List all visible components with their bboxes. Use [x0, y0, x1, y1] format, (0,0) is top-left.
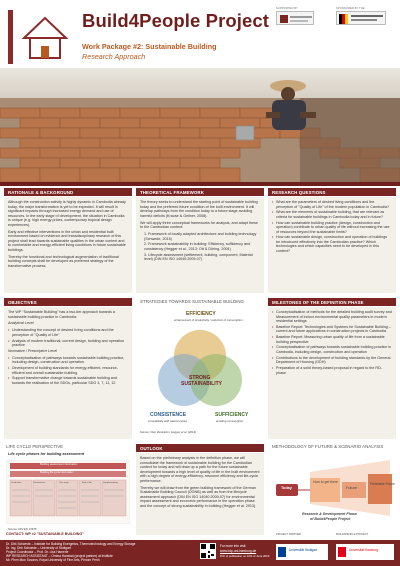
qr-code-icon	[200, 543, 216, 559]
objective-item: • Development of building standards for energy-efficient, resource-efficient and overall sustainable building	[8, 366, 128, 375]
contact-line: WP RESEARCH ASSISTANT – Ornina Hanstad (project partner) at Institute	[6, 554, 113, 558]
outlook-paragraph: Thereby we will draw from the green building framework of the German Sustainable Building Council (DGNB) as well as from the lifecycle assessment approach (DIN EN ISO 14040:2009-07) for environmental impact assessment and economic performance in the operation phase and the concept of strong sustainability in building (Hegger et al. 2013).	[140, 485, 257, 508]
outlook-paragraph: Based on the preliminary analysis in the definition phase, we will consolidate the framework of sustainable building for the Cambodian context for today and will draw up a path for the future sustainable development towards a high level of quality of life in the built environment with a high degree of energy-efficiency, resource efficiency and life-cycle performance.	[140, 456, 260, 483]
methodology-heading: METHODOLOGY OF FUTURE & SCENARIO ANALYSIS	[272, 444, 384, 449]
milestones-body	[268, 307, 396, 439]
objective-item: • Understanding the concept of desired living conditions and the perception of "Quality of Life"	[8, 328, 128, 337]
questions-heading: RESEARCH QUESTIONS	[268, 188, 396, 196]
sufficiency-label: SUFFICIENCY	[215, 412, 249, 418]
objective-item: • Conceptualisation of pathways towards sustainable building practice, including design, construction and operation.	[8, 356, 128, 365]
milestone-item: • Conceptualisation of methods for the detailed building audit survey and Measurement of indoor environmental quality parameters in modern residential settings	[272, 310, 392, 324]
milestone-item: • Baseline Report: Measuring urban quality of life from a sustainable building perspective	[272, 335, 392, 344]
b4p-project-label: BUILD4PEOPLE PROJECT	[336, 533, 369, 536]
more-info-label: For more info visit:	[220, 544, 247, 548]
question-item: • What are the elements of sustainable building, that are relevant as criteria for sustainable buildings in Cambodia today and in future?	[272, 210, 392, 219]
contact-line: Dr. Ing. Dirk Schwede – University of Stuttgart	[6, 546, 71, 550]
analytical-level-label: Analytical Level	[8, 321, 34, 326]
normative-level-label: Normative / Prescriptive Level	[8, 348, 57, 353]
sponsored-by-label: SPONSORED BY THE	[336, 6, 365, 10]
question-item: • What are the parameters of desired living conditions and the perception of "Quality of Life" of the modern population in Cambodia?	[272, 200, 392, 209]
project-partner-label: PROJECT PARTNER	[276, 533, 301, 536]
objective-item: • Analysis of modern traditional, current design, building and operation practice	[8, 339, 128, 348]
objectives-intro: The WP "Sustainable Building" has a two-tier approach towards a sustainable building practice in Cambodia:	[8, 310, 115, 319]
poster-title: Build4People Project	[82, 10, 270, 31]
uni-hamburg-logo	[336, 544, 394, 560]
strategies-heading: STRATEGIES TOWARDS SUSTAINABLE BUILDING	[140, 299, 244, 304]
supporter-logo-icon	[276, 11, 314, 25]
lifecycle-figure-title: Life cycle phases for building assessment	[8, 452, 85, 456]
framework-item: 1. Framework of locally adapted architecture and building technology (Schwede, 2015)	[144, 232, 257, 241]
uni-stuttgart-name: Universität Stuttgart	[289, 548, 317, 552]
scenario-preferable: Preferable Future	[370, 482, 395, 486]
questions-body	[268, 197, 396, 293]
sustainability-label: SUSTAINABILITY	[181, 381, 223, 387]
milestone-item: • Preparation of a solid theory-based proposal in regard to the RD-phase	[272, 366, 392, 375]
objectives-heading: OBJECTIVES	[4, 298, 132, 306]
uni-hamburg-name: Universität Hamburg	[349, 548, 379, 552]
scenario-today: Today	[281, 486, 292, 490]
rationale-body	[4, 197, 132, 293]
uni-stuttgart-logo	[276, 544, 328, 560]
rationale-paragraph: Early and effective interventions in the urban and residential built environment based on evidence and transdisciplinary research of this project shall lead towards sustainable qualities in the urban context and to comfortable and energy-efficient living conditions in future sustainable buildings.	[8, 229, 126, 252]
milestone-item: • Baseline Report: Technologies and Systems for Sustainable Building – current and future applications in construction projects in Cambodia	[272, 325, 392, 334]
hero-photo-bricklayer	[0, 68, 400, 182]
contact-line: Dr. Dirk Schwede – Institute for Building Energetics, Thermotechnology and Energy Storage	[6, 542, 136, 546]
framework-item: 2. Framework sustainability in building: Efficiency, sufficiency and consistency (Hegger et al., 2013; Ott & Döring, 2004)	[144, 242, 251, 251]
lifecycle-stage: Construction	[33, 482, 46, 484]
lifecycle-heading: LIFE CYCLE PERSPECTIVE	[6, 444, 64, 449]
milestone-item: • Contributions to the development of building standards by the General Department of Housing (GDH)	[272, 356, 392, 365]
contact-line: Project Coordinator – Prof. Dr. Lisa Hamerle	[6, 550, 69, 554]
header-divider	[0, 182, 400, 186]
contact-title: CONTACT: WP #2 "SUSTAINABLE BUILDING"	[6, 532, 84, 536]
consistence-label: CONSISTENCE	[150, 412, 187, 418]
rationale-heading: RATIONALE & BACKGROUND	[4, 188, 132, 196]
scenario-caption-2: of Build4People Project	[310, 517, 351, 521]
theoretical-heading: THEORETICAL FRAMEWORK	[136, 188, 264, 196]
poster-subtitle-research-approach: Research Approach	[82, 52, 146, 61]
milestones-heading: MILESTONES OF THE DEFINITION PHASE	[268, 298, 396, 306]
milestone-item: • Conceptualisation of pathways towards sustainable building practice in Cambodia, including design, construction and operation	[272, 345, 392, 354]
efficiency-label: EFFICIENCY	[186, 311, 216, 317]
consistence-sub: compatibility with natural cycles	[148, 419, 188, 423]
supported-by-label: SUPPORTED BY	[276, 6, 298, 10]
strong-label: STRONG	[189, 375, 211, 381]
lifecycle-bar-assessment: Building assessment information	[40, 463, 78, 466]
scenario-future: Future	[346, 486, 357, 490]
objective-item: • Support transformative change towards sustainable building and towards the realisation of the SDGs, particular SDG 3, 7, 11, 12	[8, 376, 128, 385]
lifecycle-stage: Supplementary	[103, 482, 118, 484]
scenario-caption-1: Research & Development Phase	[302, 512, 357, 516]
outlook-body	[136, 453, 264, 535]
lifecycle-source: Source: DIN EN 15978	[8, 527, 37, 531]
outlook-heading: OUTLOOK	[136, 444, 264, 452]
theoretical-body	[136, 197, 264, 293]
project-website-link[interactable]: www.b4p.uni-hamburg.de	[220, 549, 257, 553]
build4people-logo-icon	[16, 10, 74, 64]
question-item: • How can sustainable building practice (design, construction and operation) contribute to urban quality of life without increasing the use of resources beyond the sustainable limits?	[272, 221, 392, 235]
doi-text: DOI of publication on 10th of June 2019	[220, 554, 270, 558]
lifecycle-stage: Production	[11, 482, 22, 484]
theoretical-intro: The theory seeks to understand the starting point of sustainable building today and the preferred future condition of the built environment. It will develop pathways from the condition today to a future stage avoiding harmful deficits (Krause & Gellner, 2008).	[140, 200, 258, 218]
brand-bar	[8, 10, 13, 64]
framework-item: 3. Lifecycle assessment (settlement, building, component, Material level) (DIN EN ISO 14040:2009-07)	[144, 252, 253, 262]
rationale-paragraph: Although the construction activity is highly dynamic in Cambodia already today, the major transformation is yet to be expected. It will result in significant impacts through increased energy demand and use of resources. In the early stage of development, the situation in Cambodia is unique (e.g. high energy prices, contemporary tropical design experiences).	[8, 200, 126, 227]
lifecycle-bar-info: Building life cycle information	[40, 471, 74, 474]
rationale-paragraph: Thereby the functional and technological augmentation of traditional building concepts shall be developed as preferred strategy of the transformative process.	[8, 254, 119, 268]
lifecycle-diagram	[6, 460, 130, 524]
objectives-body	[4, 307, 132, 439]
scenario-how: How to get there	[313, 480, 338, 484]
contact-line: Mr. Phen Mon Sovann, Royal University of Fine Arts, Phnom Penh	[6, 558, 100, 562]
question-item: • How can sustainable design, construction and operation of buildings be introduced effectively into the Cambodian practice? Which technologies and which capacities need to be developed in this context?	[272, 235, 392, 253]
poster-subtitle: Work Package #2: Sustainable Building	[82, 42, 217, 51]
sufficiency-sub: avoiding consumption	[216, 419, 244, 423]
lifecycle-stage: End of life	[82, 482, 92, 484]
efficiency-sub: enhancement of productivity / reduction of consumption	[174, 318, 243, 322]
theoretical-lead: We will apply three conceptual frameworks for analysis, and adapt these to the Cambodian context:	[140, 220, 258, 230]
strategies-source: Source: Own illustration, Hegger et al. (2013)	[140, 430, 196, 434]
bmbf-logo-icon	[336, 11, 386, 25]
lifecycle-stage: Use stage	[59, 482, 69, 484]
